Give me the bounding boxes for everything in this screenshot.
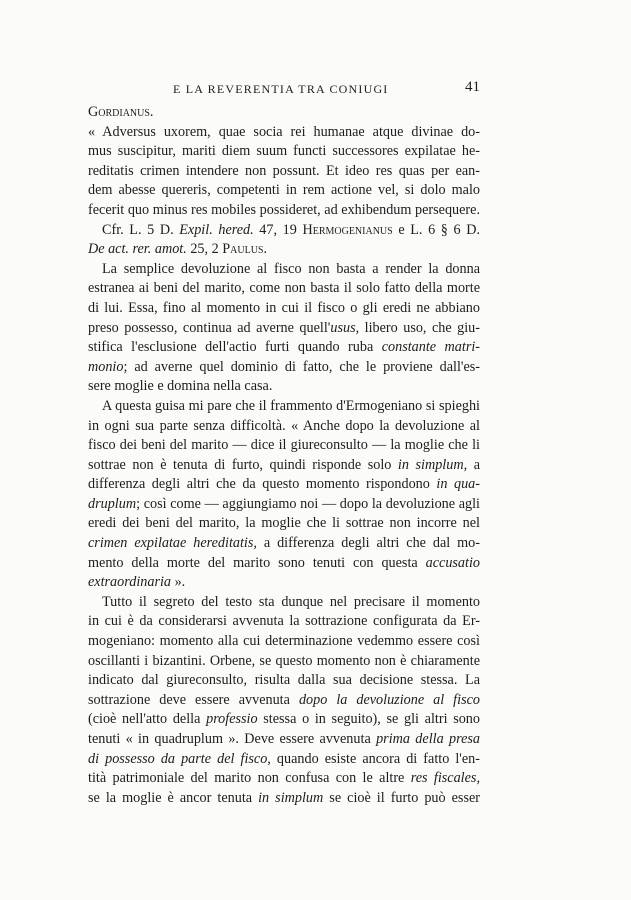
text-line	[88, 710, 480, 730]
text-line	[88, 789, 480, 809]
text-line	[88, 103, 480, 123]
text-run: ; così come — aggiungiamo noi — dopo la devoluzione agli	[136, 495, 480, 512]
text-run: sottrazione deve essere avvenuta	[88, 691, 299, 708]
text-line: fecerit quo minus res mobiles possideret, ad exhibendum persequere.	[88, 201, 480, 218]
text-run: Cfr. L. 5 D.	[102, 221, 180, 238]
text-run: stifica l'esclusione dell'actio furti quando ruba	[88, 339, 382, 356]
text-line	[88, 769, 480, 789]
text-run-italic: dopo la devoluzione al fisco	[298, 691, 480, 708]
author-name: Gordianus.	[88, 104, 154, 120]
text-line: oscillanti i bizantini. Orbene, se questo momento non è chiaramente	[88, 652, 480, 669]
text-line: estranea ai beni del marito, come non basta il solo fatto della morte	[88, 280, 480, 297]
text-line: A questa guisa mi pare che il frammento d'Ermogeniano si spieghi	[102, 397, 480, 414]
text-run: 25, 2	[186, 241, 223, 258]
text-run: tenuti « in quadruplum ». Deve essere avvenuta	[88, 731, 377, 747]
running-header	[88, 79, 480, 99]
text-line: in cui è da considerarsi avvenuta la sottrazione configurata da Er-	[88, 613, 480, 630]
text-run-italic: in qua-	[436, 476, 480, 493]
text-run-italic: De act. rer. amot.	[88, 241, 187, 258]
text-run: sottrae non è tenuta di furto, quindi risponde solo	[88, 456, 398, 473]
text-line: La semplice devoluzione al fisco non basta a render la donna	[102, 260, 480, 277]
text-run-italic: in simplum	[258, 789, 324, 806]
text-run: differenza degli altri che da questo momento rispondono	[88, 476, 437, 493]
text-line: « Adversus uxorem, quae socia rei humanae atque divinae do-	[88, 123, 480, 140]
text-line: mus suscipitur, mariti diem suum functi successores expilatae he-	[88, 143, 480, 160]
text-run: preso possesso, continua ad averne quell'	[88, 319, 331, 336]
text-run: e L. 6 § 6 D.	[392, 221, 481, 238]
text-run-italic: prima della presa	[376, 731, 480, 747]
text-line	[88, 750, 480, 770]
text-run: 47, 19	[253, 221, 303, 238]
text-line	[88, 475, 480, 495]
text-run: tità patrimoniale del marito non confusa con le altre	[88, 770, 411, 787]
text-line	[88, 338, 480, 358]
text-run-italic: Expil. hered.	[179, 221, 254, 238]
text-run-italic: monio	[88, 358, 124, 375]
text-line: indicato dal giureconsulto, risulta dalla sua decisione stessa. La	[88, 672, 480, 689]
text-run: mento della morte del marito sono tenuti con questa	[88, 554, 426, 571]
text-line: di lui. Essa, fino al momento in cui il fisco o gli eredi ne abbiano	[88, 299, 480, 316]
text-line	[88, 495, 480, 515]
text-line: reditatis crimen intendere non possunt. Et ideo res quas per ean-	[88, 162, 480, 179]
text-line	[88, 319, 480, 339]
text-run: libero uso, che giu-	[359, 319, 481, 336]
text-line	[88, 221, 480, 241]
text-run: a	[467, 456, 480, 473]
text-line	[88, 358, 480, 378]
page-number: 41	[465, 79, 480, 95]
text-run: stessa o in seguito), se gli altri sono	[257, 711, 480, 728]
text-run: se cioè il furto può esser	[323, 789, 480, 806]
text-run-italic: extraordinaria	[88, 574, 172, 591]
author-name: Paulus.	[222, 241, 268, 258]
text-run: (cioè nell'atto della	[88, 711, 207, 728]
running-title: E LA REVERENTIA TRA CONIUGI	[173, 82, 389, 96]
text-line	[88, 573, 480, 593]
text-run: a differenza degli altri che dal mo-	[256, 535, 480, 552]
text-run-italic: crimen expilatae hereditatis,	[88, 535, 257, 552]
text-line: sere moglie e domina nella casa.	[88, 378, 273, 395]
text-run-italic: res fiscales,	[410, 770, 480, 787]
text-run: ; ad averne quel dominio di fatto, che le proviene dall'es-	[123, 358, 480, 375]
text-line: dem abesse quereris, competenti in rem actione vel, si dolo malo	[88, 182, 480, 199]
text-run: quando esiste ancora di fatto l'en-	[270, 750, 480, 767]
text-line: eredi dei beni del marito, la moglie che li sottrae non incorre nel	[88, 515, 480, 532]
text-run-italic: professio	[206, 711, 258, 728]
text-run-italic: accusatio	[425, 554, 480, 571]
text-line: in ogni sua parte senza difficoltà. « Anche dopo la devoluzione al	[88, 417, 480, 434]
text-line	[88, 691, 480, 711]
text-line	[88, 456, 480, 476]
author-name: Hermogenianus	[302, 221, 393, 238]
text-line: mogeniano: momento alla cui determinazione vedemmo essere così	[88, 633, 480, 650]
text-line	[88, 730, 480, 750]
text-run-italic: usus,	[330, 319, 360, 336]
text-run-italic: in simplum,	[397, 456, 468, 473]
text-run: ».	[171, 574, 186, 591]
body-text	[88, 103, 480, 808]
text-line: fisco dei beni del marito — dice il giureconsulto — la moglie che li	[88, 437, 480, 454]
text-run-italic: constante matri-	[381, 339, 481, 356]
text-line	[88, 554, 480, 574]
text-run-italic: druplum	[88, 495, 137, 512]
text-run: se la moglie è ancor tenuta	[88, 789, 259, 806]
text-line	[88, 534, 480, 554]
text-line: Tutto il segreto del testo sta dunque nel precisare il momento	[102, 593, 480, 610]
text-line	[88, 240, 480, 260]
text-run-italic: di possesso da parte del fisco,	[88, 750, 271, 767]
